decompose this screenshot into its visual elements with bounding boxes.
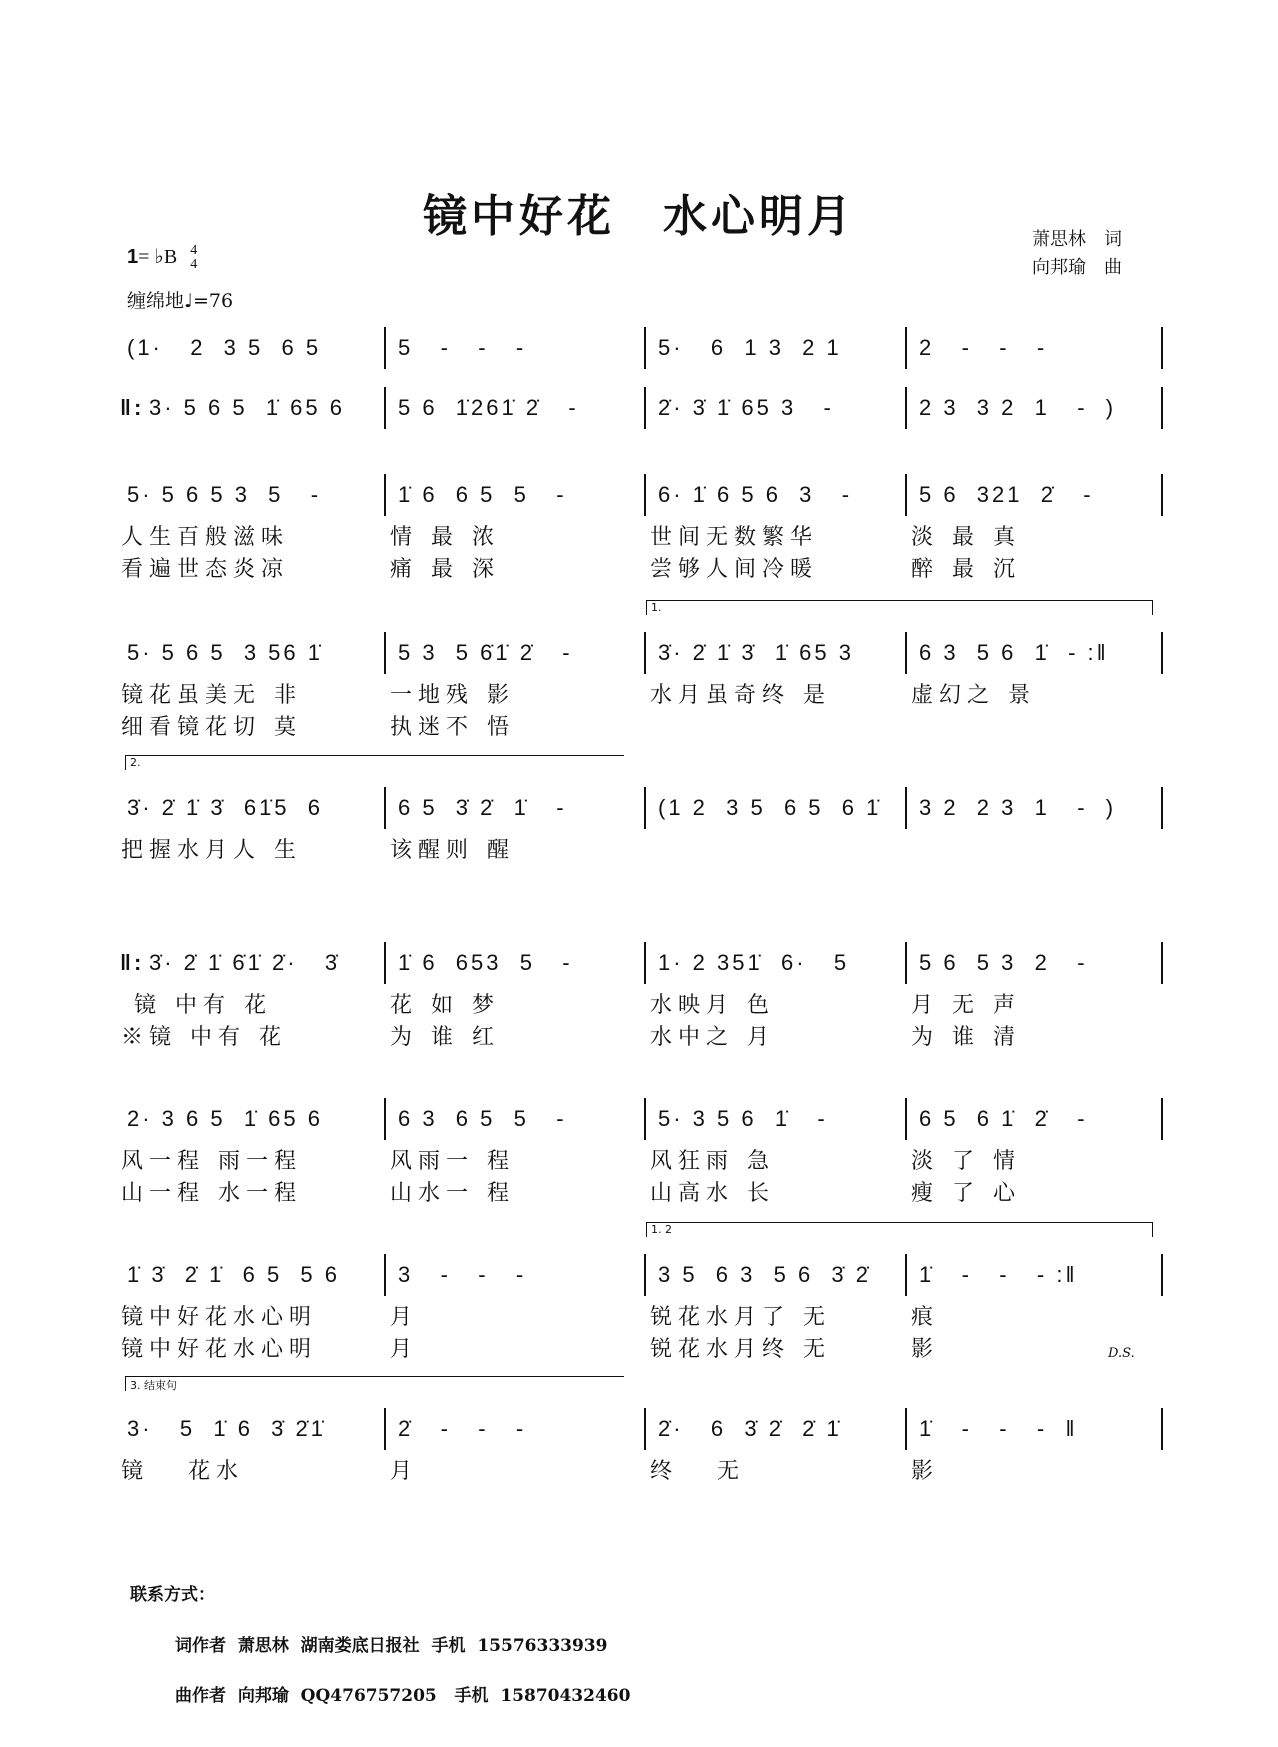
lyric-segment: 该醒则 醒 bbox=[390, 838, 515, 863]
lyric-segment: 山水一 程 bbox=[390, 1181, 515, 1206]
bar-line bbox=[384, 1254, 386, 1296]
measure: 6 3 6 5 5 - bbox=[398, 1106, 567, 1131]
measure: 6· 1̇ 6 5 6 3 - bbox=[658, 482, 853, 507]
measure: 3· 5 1̇ 6 3̇ 2̇1̇ bbox=[127, 1416, 326, 1441]
bar-line bbox=[644, 1408, 646, 1450]
measure: 5 3 5 6̇1̇ 2̇ - bbox=[398, 640, 573, 665]
measure: 6 5 6 1̇ 2̇ - bbox=[919, 1106, 1088, 1131]
bar-line bbox=[644, 942, 646, 984]
measure: 3̇· 2̇ 1̇ 3̇ 1̇ 65 3 bbox=[658, 640, 854, 665]
measure: 2· 3 6 5 1̇ 65 6 bbox=[127, 1106, 323, 1131]
lyric-segment: 情 最 浓 bbox=[390, 525, 500, 550]
bar-line bbox=[384, 1098, 386, 1140]
measure: 5 6 1̇261̇ 2̇ - bbox=[398, 395, 579, 420]
bar-line bbox=[905, 474, 907, 516]
bar-line bbox=[644, 327, 646, 369]
measure: 5 - - - bbox=[398, 335, 527, 360]
lyric-segment: 水中之 月 bbox=[650, 1025, 775, 1050]
bar-line bbox=[644, 474, 646, 516]
repeat-start-sign: ‖: bbox=[120, 950, 145, 975]
measure: 2̇ - - - bbox=[398, 1416, 527, 1441]
lyric-segment: 镜 中有 花 bbox=[121, 993, 272, 1018]
bar-line bbox=[384, 387, 386, 429]
measure: 6 5 3̇ 2̇ 1̇ - bbox=[398, 795, 567, 820]
composer-credit: 向邦瑜 曲 bbox=[1032, 257, 1122, 278]
measure: 5· 5 6 5 3 56 1̇ bbox=[127, 640, 323, 665]
lyric-segment: 风一程 雨一程 bbox=[121, 1149, 302, 1174]
contact-heading: 联系方式： bbox=[130, 1585, 215, 1605]
measure: 2 - - - bbox=[919, 335, 1048, 360]
credits bbox=[1032, 226, 1122, 282]
lyric-segment: 把握水月人 生 bbox=[121, 838, 302, 863]
bar-line bbox=[905, 1408, 907, 1450]
bar-line bbox=[1161, 942, 1163, 984]
volta-bracket: 1. bbox=[646, 600, 1153, 615]
volta-bracket: 2. bbox=[125, 755, 624, 770]
bar-line bbox=[644, 387, 646, 429]
lyric-segment: 醉 最 沉 bbox=[911, 557, 1021, 582]
lyric-segment: 为 谁 红 bbox=[390, 1025, 500, 1050]
lyric-segment: 镜 花水 bbox=[121, 1459, 244, 1484]
lyric-segment: 月 bbox=[390, 1459, 419, 1484]
measure: 1· 2 351̇ 6· 5 bbox=[658, 950, 850, 975]
key-name: ♭B bbox=[154, 246, 178, 268]
lyric-segment: 执迷不 悟 bbox=[390, 715, 515, 740]
bar-line bbox=[644, 1254, 646, 1296]
bar-line bbox=[644, 632, 646, 674]
bar-line bbox=[384, 1408, 386, 1450]
time-bottom: 4 bbox=[190, 257, 198, 273]
lyric-segment: 影 bbox=[911, 1459, 940, 1484]
lyricist-contact: 词作者 萧思林 湖南娄底日报社 手机 15576333939 bbox=[175, 1636, 608, 1656]
lyric-segment: ※镜 中有 花 bbox=[121, 1025, 287, 1050]
lyric-segment: 细看镜花切 莫 bbox=[121, 715, 302, 740]
measure: 2̇· 3̇ 1̇ 65 3 - bbox=[658, 395, 834, 420]
measure: 1̇ 6 6 5 5 - bbox=[398, 482, 567, 507]
measure: 1̇ 3̇ 2̇ 1̇ 6 5 5 6 bbox=[127, 1262, 341, 1287]
lyric-segment: 风雨一 程 bbox=[390, 1149, 515, 1174]
lyric-segment: 尝够人间冷暖 bbox=[650, 557, 819, 582]
repeat-start-sign: ‖: bbox=[120, 395, 145, 420]
bar-line bbox=[1161, 787, 1163, 829]
volta-bracket: 3. 结束句 bbox=[125, 1376, 624, 1391]
measure: 5 6 321 2̇ - bbox=[919, 482, 1094, 507]
measure: 1̇ 6 653 5 - bbox=[398, 950, 573, 975]
bar-line bbox=[1161, 1254, 1163, 1296]
measure: (1· 2 3 5 6 5 bbox=[127, 335, 322, 360]
lyric-segment: 痛 最 深 bbox=[390, 557, 500, 582]
song-title: 镜中好花 水心明月 bbox=[423, 191, 855, 242]
bar-line bbox=[905, 387, 907, 429]
bar-line bbox=[1161, 632, 1163, 674]
lyric-segment: 淡 最 真 bbox=[911, 525, 1021, 550]
lyric-segment: 瘦 了 心 bbox=[911, 1181, 1021, 1206]
time-top: 4 bbox=[190, 243, 198, 259]
measure: 3 - - - bbox=[398, 1262, 527, 1287]
bar-line bbox=[384, 942, 386, 984]
composer-contact: 曲作者 向邦瑜 QQ476757205 手机 15870432460 bbox=[175, 1686, 631, 1706]
lyric-segment: 山一程 水一程 bbox=[121, 1181, 302, 1206]
lyric-segment: 镜中好花水心明 bbox=[121, 1337, 318, 1362]
bar-line bbox=[905, 327, 907, 369]
lyric-segment: 虚幻之 景 bbox=[911, 683, 1036, 708]
lyric-segment: 为 谁 清 bbox=[911, 1025, 1021, 1050]
lyric-segment: 镜中好花水心明 bbox=[121, 1305, 318, 1330]
measure: 5· 3 5 6 1̇ - bbox=[658, 1106, 828, 1131]
lyric-segment: 风狂雨 急 bbox=[650, 1149, 775, 1174]
measure: 1̇ - - - ‖ bbox=[919, 1416, 1078, 1441]
bar-line bbox=[384, 787, 386, 829]
lyric-segment: 痕 bbox=[911, 1305, 940, 1330]
lyric-segment: 看遍世态炎凉 bbox=[121, 557, 290, 582]
lyric-segment: 月 bbox=[390, 1305, 419, 1330]
bar-line bbox=[905, 1254, 907, 1296]
lyric-segment: 水映月 色 bbox=[650, 993, 775, 1018]
measure: 1̇ - - - :‖ bbox=[919, 1262, 1078, 1287]
dal-segno-mark: D.S. bbox=[1108, 1346, 1135, 1361]
bar-line bbox=[644, 1098, 646, 1140]
measure: 5 6 5 3 2 - bbox=[919, 950, 1088, 975]
lyricist-credit: 萧思林 词 bbox=[1032, 229, 1122, 250]
bar-line bbox=[905, 787, 907, 829]
bar-line bbox=[1161, 1098, 1163, 1140]
bar-line bbox=[384, 632, 386, 674]
bar-line bbox=[1161, 327, 1163, 369]
measure: 3· 5 6 5 1̇ 65 6 bbox=[149, 395, 345, 420]
measure: 3 5 6 3 5 6 3̇ 2̇ bbox=[658, 1262, 872, 1287]
lyric-segment: 山高水 长 bbox=[650, 1181, 775, 1206]
key-tonic: 1 bbox=[127, 246, 139, 268]
tempo-marking: 缠绵地♩=76 bbox=[127, 290, 234, 312]
lyric-segment: 月 无 声 bbox=[911, 993, 1021, 1018]
measure: 3̇· 2̇ 1̇ 3̇ 61̇5 6 bbox=[127, 795, 323, 820]
lyric-segment: 淡 了 情 bbox=[911, 1149, 1021, 1174]
bar-line bbox=[1161, 387, 1163, 429]
measure: 3 2 2 3 1 - ) bbox=[919, 795, 1117, 820]
measure: (1 2 3 5 6 5 6 1̇ bbox=[658, 795, 882, 820]
measure: 3̇· 2̇ 1̇ 6̇1̇ 2̇· 3̇ bbox=[149, 950, 341, 975]
bar-line bbox=[384, 474, 386, 516]
lyric-segment: 水月虽奇终 是 bbox=[650, 683, 831, 708]
lyric-segment: 镜花虽美无 非 bbox=[121, 683, 302, 708]
measure: 5· 5 6 5 3 5 - bbox=[127, 482, 322, 507]
bar-line bbox=[1161, 1408, 1163, 1450]
bar-line bbox=[644, 787, 646, 829]
lyric-segment: 锐花水月终 无 bbox=[650, 1337, 831, 1362]
bar-line bbox=[384, 327, 386, 369]
measure: 6 3 5 6 1̇ - :‖ bbox=[919, 640, 1109, 665]
measure: 2̇· 6 3̇ 2̇ 2̇ 1̇ bbox=[658, 1416, 842, 1441]
volta-bracket: 1. 2 bbox=[646, 1222, 1153, 1237]
measure: 5· 6 1 3 2 1 bbox=[658, 335, 842, 360]
lyric-segment: 人生百般滋味 bbox=[121, 525, 290, 550]
lyric-segment: 月 bbox=[390, 1337, 419, 1362]
lyric-segment: 世间无数繁华 bbox=[650, 525, 819, 550]
lyric-segment: 影 bbox=[911, 1337, 940, 1362]
lyric-segment: 锐花水月了 无 bbox=[650, 1305, 831, 1330]
bar-line bbox=[1161, 474, 1163, 516]
measure: 2 3 3 2 1 - ) bbox=[919, 395, 1117, 420]
key-equals: = bbox=[138, 246, 150, 268]
bar-line bbox=[905, 1098, 907, 1140]
bar-line bbox=[905, 942, 907, 984]
key-signature bbox=[127, 244, 197, 272]
time-signature bbox=[190, 244, 197, 272]
lyric-segment: 一地残 影 bbox=[390, 683, 515, 708]
lyric-segment: 终 无 bbox=[650, 1459, 745, 1484]
bar-line bbox=[905, 632, 907, 674]
lyric-segment: 花 如 梦 bbox=[390, 993, 500, 1018]
